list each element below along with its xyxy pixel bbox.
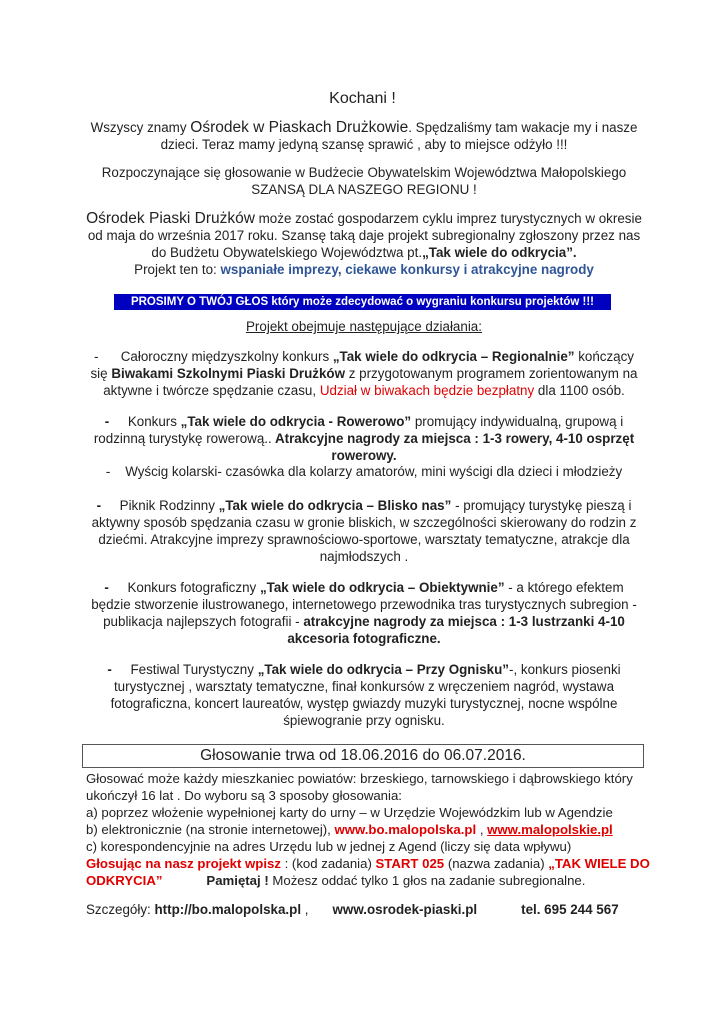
action-2-text-2: promujący indywidualną, grupową i rodzinną turystykę rowerową..: [93, 414, 624, 446]
action-1-dash: -: [93, 349, 99, 364]
voting-option-c: c) korespondencyjnie na adres Urzędu lub w jednej z Agend (liczy się data wpływu): [86, 839, 572, 854]
voting-link-bo[interactable]: www.bo.malopolska.pl: [334, 822, 477, 837]
intro-resort-name: Ośrodek w Piaskach Drużkowie: [190, 119, 409, 136]
page-title: Kochani !: [329, 90, 396, 107]
voting-option-b: [86, 821, 656, 838]
action-1-contest-name: „Tak wiele do odkrycia – Regionalnie”: [332, 349, 575, 364]
host-text: [84, 210, 644, 261]
action-1-text-2: kończący się: [90, 349, 635, 381]
banner-strong: PROSIMY O TWÓJ GŁOS: [130, 296, 269, 308]
action-1-text-4: dla 1100 osób.: [534, 383, 625, 398]
voting-link-separator: ,: [476, 822, 488, 837]
host-text-2: Projekt ten to:: [134, 262, 221, 277]
details-line: [86, 901, 646, 918]
voting-option-a: a) poprzez włożenie wypełnionej karty do urny – w Urzędzie Wojewódzkim lub w Agendzie: [86, 805, 613, 820]
action-5-dash: -: [104, 580, 109, 595]
details-phone: tel. 695 244 567: [521, 902, 619, 917]
voting-instruction-label: Głosując na nasz projekt wpisz: [86, 856, 281, 871]
action-item-3: [84, 463, 644, 480]
voting-code-label: : (kod zadania): [280, 856, 376, 871]
voting-code: START 025: [375, 856, 445, 871]
host-name: Ośrodek Piaski Drużków: [86, 210, 255, 227]
action-6-text-1: Festiwal Turystyczny: [130, 662, 258, 677]
action-2-dash: -: [104, 414, 110, 429]
host-highlight: wspaniałe imprezy, ciekawe konkursy i atrakcyjne nagrody: [220, 262, 594, 277]
action-6-text-2: -, konkurs piosenki turystycznej , warsztaty tematyczne, finał konkursów z wręczeniem nagród, wystawa fotograficzna, koncert laureatów, występ gwiazdy muzyki turystycznej, nocne wspólne śpiewogranie przy ognisku.: [110, 662, 621, 728]
host-summary: [84, 261, 644, 278]
budget-paragraph: [84, 164, 644, 198]
action-2-contest-name: „Tak wiele do odkrycia - Rowerowo”: [180, 414, 412, 429]
action-4-dash: -: [96, 498, 102, 513]
budget-line-2: SZANSĄ DLA NASZEGO REGIONU !: [251, 182, 477, 197]
action-6-festival-name: „Tak wiele do odkrycia – Przy Ognisku”: [257, 662, 509, 677]
action-5-prizes: atrakcyjne nagrody za miejsca : 1-3 lustrzanki 4-10 akcesoria fotograficzne.: [287, 614, 625, 646]
voting-instructions: [86, 770, 656, 889]
details-url-bo[interactable]: http://bo.malopolska.pl: [154, 902, 302, 917]
action-2-text-1: Konkurs: [127, 414, 181, 429]
host-project-name: „Tak wiele do odkrycia”.: [422, 245, 577, 260]
voting-task-name: „TAK WIELE DO ODKRYCIA”: [86, 856, 650, 888]
action-item-2: [84, 413, 644, 464]
action-4-text-2: - promujący turystykę pieszą i aktywny sposób spędzania czasu w gronie bliskich, w szczególności skierowany do rodzin z dziećmi. Atrakcyjne imprezy sprawnościowo-sportowe, warsztaty tematyczne, atrakcje dla najmłodszych .: [91, 498, 637, 564]
host-text-1: może zostać gospodarzem cyklu imprez turystycznych w okresie od maja do września 2017 roku. Szansę taką daje projekt subregionalny zgłoszony przez nas do Budżetu Obywatelskiego Województwa pt.: [87, 211, 642, 260]
details-separator: ,: [301, 902, 309, 917]
action-item-5: [84, 579, 644, 647]
action-1-free-note: Udział w biwakach będzie bezpłatny: [319, 383, 535, 398]
action-4-text-1: Piknik Rodzinny: [119, 498, 219, 513]
action-1-text-1: Całoroczny międzyszkolny konkurs: [120, 349, 333, 364]
budget-line-1: Rozpoczynające się głosowanie w Budżecie Obywatelskim Województwa Małopolskiego: [101, 165, 627, 180]
voting-eligibility: Głosować może każdy mieszkaniec powiatów: brzeskiego, tarnowskiego i dąbrowskiego który ukończył 16 lat . Do wyboru są 3 sposoby głosowania:: [86, 771, 633, 803]
intro-text-1: Wszyscy znamy: [90, 120, 191, 135]
voting-gap: [162, 873, 206, 888]
voting-period-box: Głosowanie trwa od 18.06.2016 do 06.07.2016.: [82, 744, 644, 768]
host-paragraph: [84, 210, 644, 278]
action-2-prizes: Atrakcyjne nagrody za miejsca : 1-3 rowery, 4-10 osprzęt rowerowy.: [271, 431, 635, 463]
voting-option-b-text: b) elektronicznie (na stronie internetowej),: [86, 822, 335, 837]
action-item-6: [84, 661, 644, 729]
action-1-text-3: z przygotowanym programem zorientowanym na aktywne i twórcze spędzanie czasu,: [103, 366, 638, 398]
voting-how-to: [86, 855, 656, 889]
intro-paragraph: [84, 119, 644, 153]
action-6-dash: -: [107, 662, 112, 677]
action-5-text-1: Konkurs fotograficzny: [127, 580, 260, 595]
action-5-contest-name: „Tak wiele do odkrycia – Obiektywnie”: [259, 580, 505, 595]
voting-remember: Pamiętaj !: [206, 873, 269, 888]
action-5-text-2: - a którego efektem będzie stworzenie ilustrowanego, internetowego przewodnika tras turystycznych subregion - publikacja najlepszych fotografii -: [91, 580, 637, 629]
action-3-text: Wyścig kolarski- czasówka dla kolarzy amatorów, mini wyścigi dla dzieci i młodzieży: [125, 464, 623, 479]
details-url-osrodek[interactable]: www.osrodek-piaski.pl: [332, 902, 478, 917]
action-4-event-name: „Tak wiele do odkrycia – Blisko nas”: [218, 498, 452, 513]
details-label: Szczegóły:: [86, 902, 155, 917]
actions-heading: Projekt obejmuje następujące działania:: [246, 319, 482, 334]
action-1-camps: Biwakami Szkolnymi Piaski Drużków: [111, 366, 346, 381]
vote-request-banner: [114, 294, 611, 310]
action-item-1: [84, 348, 644, 399]
voting-link-malopolskie[interactable]: www.malopolskie.pl: [487, 822, 613, 837]
voting-task-label: (nazwa zadania): [444, 856, 549, 871]
intro-text-2: . Spędzaliśmy tam wakacje my i nasze dzieci. Teraz mamy jedyną szansę sprawić , aby to miejsce odżyło !!!: [160, 120, 638, 152]
voting-one-vote-note: Możesz oddać tylko 1 głos na zadanie subregionalne.: [268, 873, 586, 888]
action-item-4: [84, 497, 644, 565]
action-3-dash: -: [105, 464, 111, 479]
banner-rest: który może zdecydować o wygraniu konkursu projektów !!!: [268, 296, 595, 308]
